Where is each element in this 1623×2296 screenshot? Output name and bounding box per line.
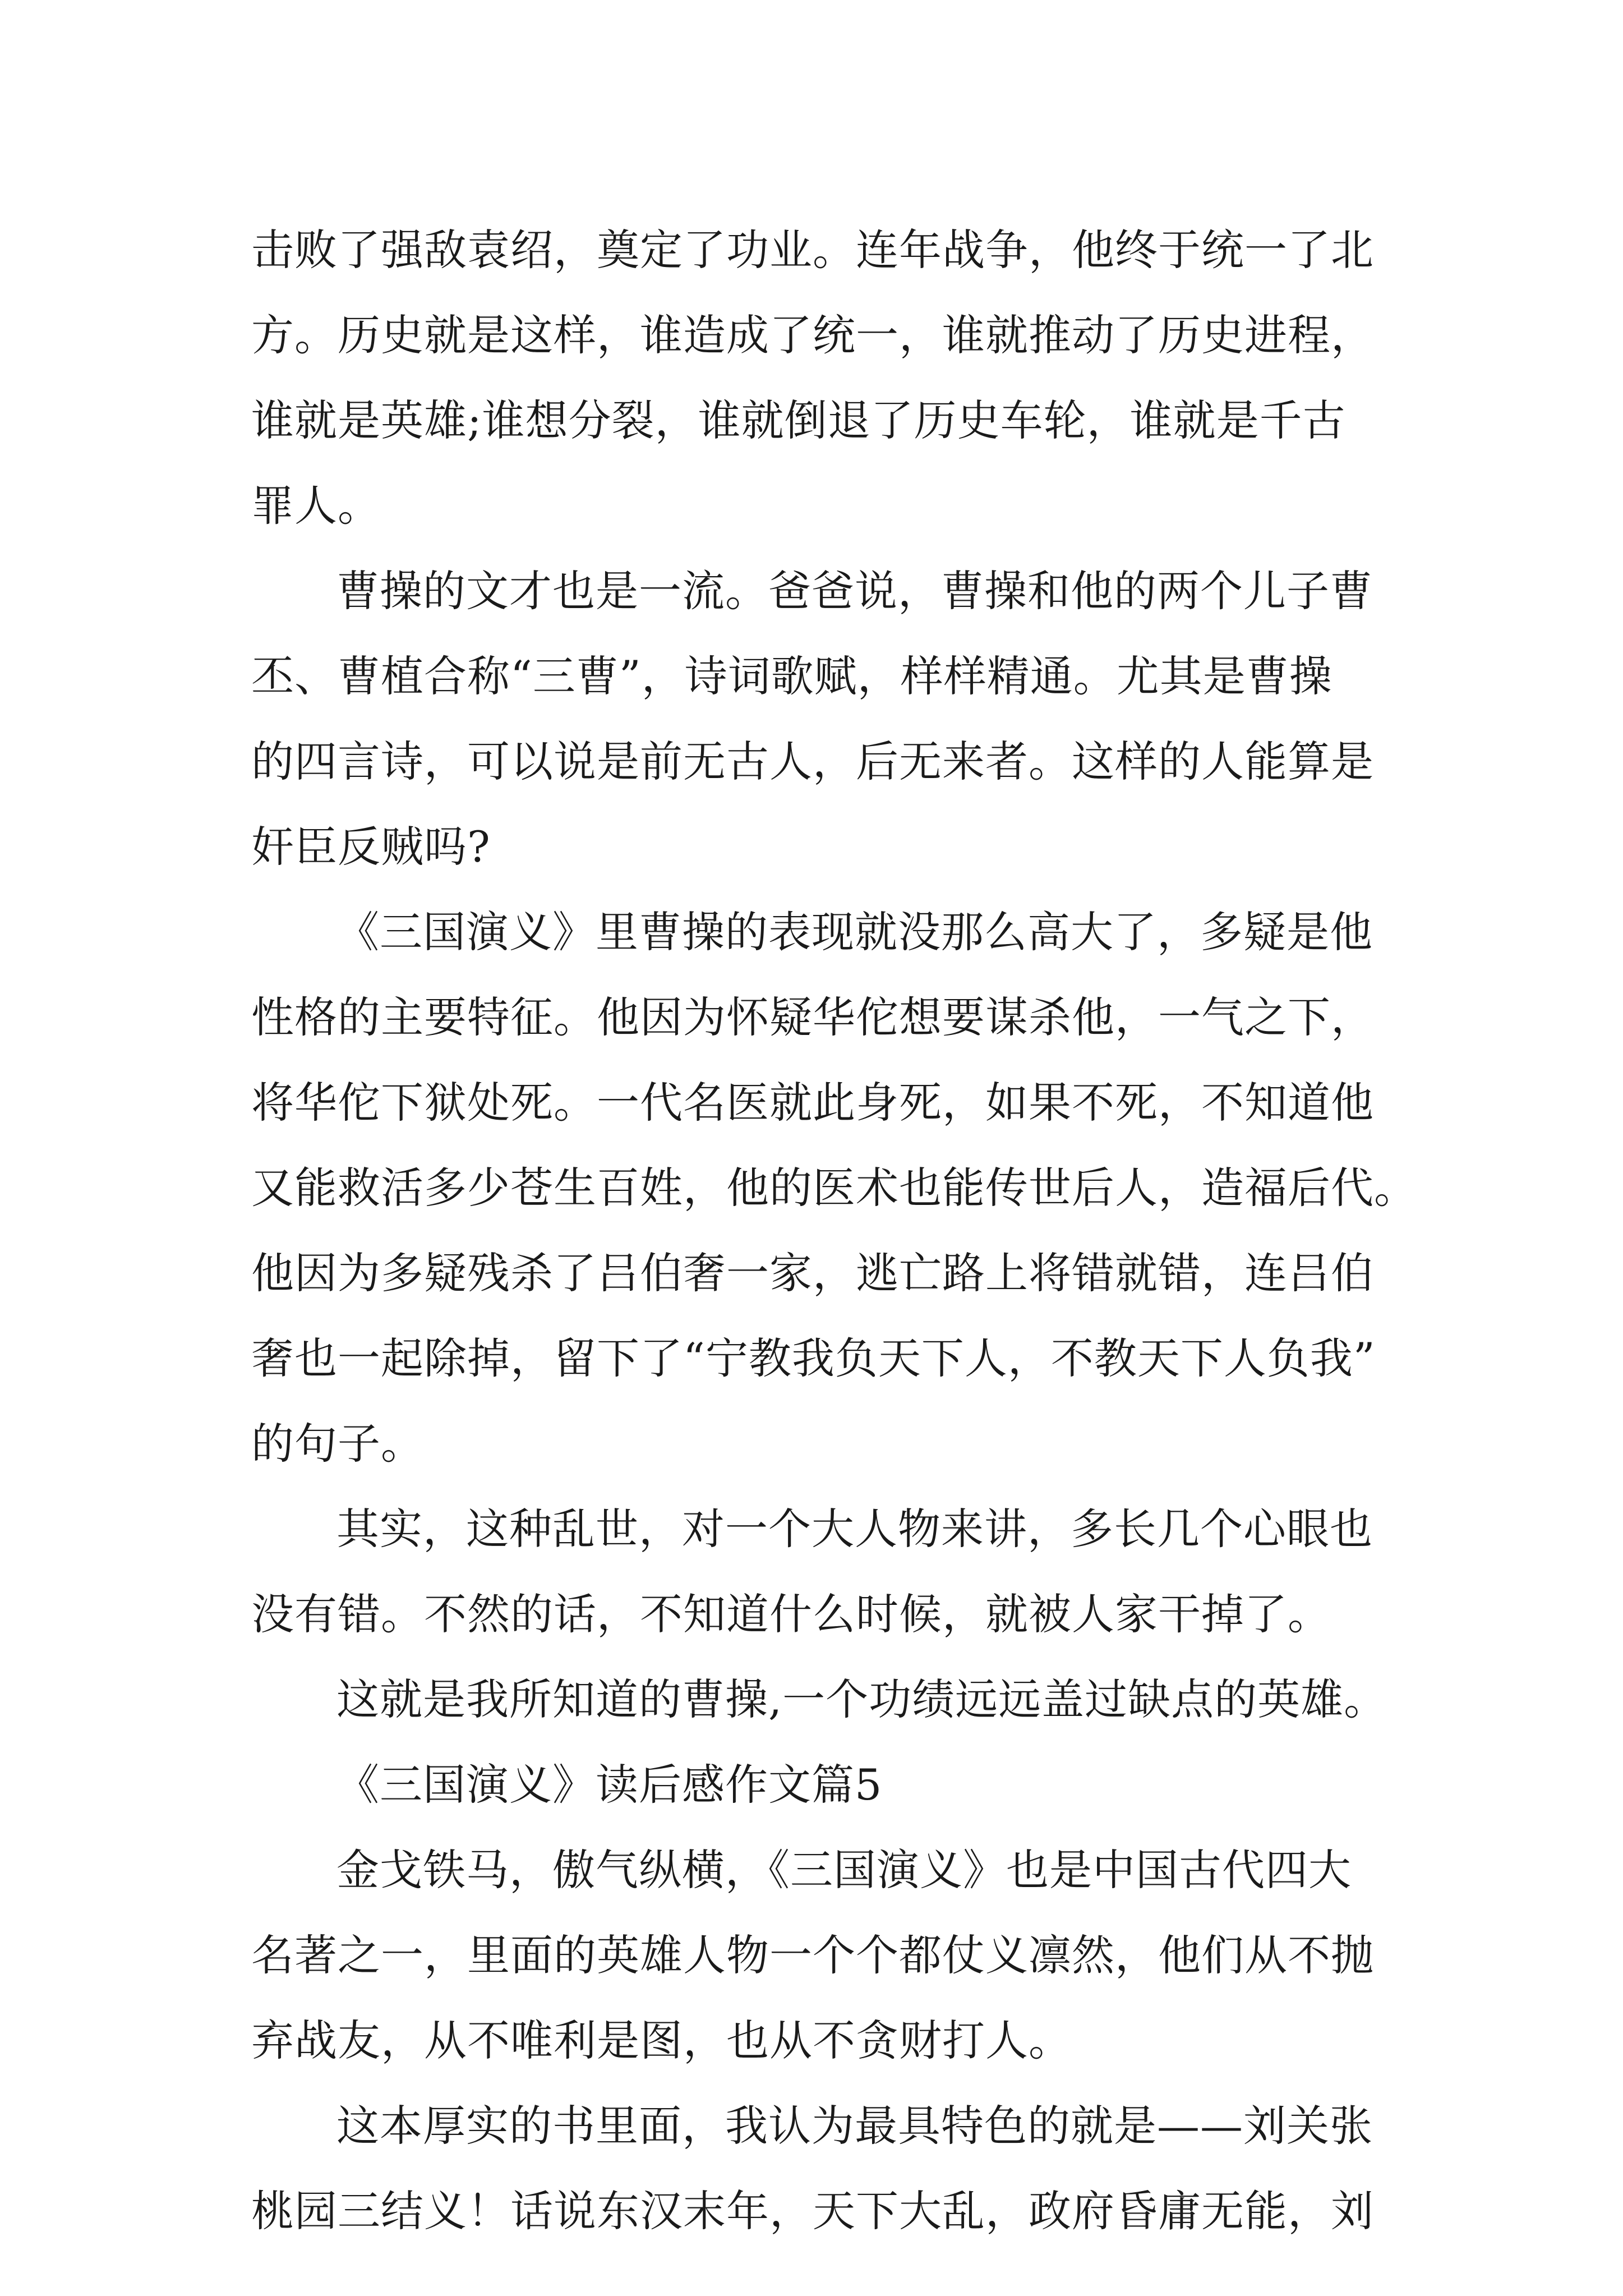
text-line: 没有错。不然的话，不知道什么时候，就被人家干掉了。 xyxy=(251,1589,1331,1639)
text-line: 谁就是英雄;谁想分裂，谁就倒退了历史车轮，谁就是千古 xyxy=(251,395,1346,445)
text-line: 性格的主要特征。他因为怀疑华佗想要谋杀他，一气之下， xyxy=(251,992,1374,1042)
text-line: 丕、曹植合称“三曹”，诗词歌赋，样样精通。尤其是曹操 xyxy=(251,651,1332,701)
text-line: 的句子。 xyxy=(251,1419,424,1469)
text-line: 又能救活多少苍生百姓，他的医术也能传世后人，造福后代。 xyxy=(251,1163,1417,1213)
text-line: 奸臣反贼吗? xyxy=(251,822,491,872)
essay-text-block xyxy=(251,208,1417,2254)
text-line: 他因为多疑残杀了吕伯奢一家，逃亡路上将错就错，连吕伯 xyxy=(251,1248,1374,1298)
text-line: 方。历史就是这样，谁造成了统一，谁就推动了历史进程， xyxy=(251,310,1374,360)
text-line: 弃战友，从不唯利是图，也从不贪财打人。 xyxy=(251,2016,1072,2065)
text-line: 击败了强敌袁绍，奠定了功业。连年战争，他终于统一了北 xyxy=(251,225,1374,275)
text-line: 将华佗下狱处死。一代名医就此身死，如果不死，不知道他 xyxy=(251,1078,1374,1128)
paragraph-first-line: 这本厚实的书里面，我认为最具特色的就是——刘关张 xyxy=(336,2101,1373,2151)
text-line: 桃园三结义！话说东汉末年，天下大乱，政府昏庸无能，刘 xyxy=(251,2186,1374,2236)
text-line: 的四言诗，可以说是前无古人，后无来者。这样的人能算是 xyxy=(251,737,1374,786)
section-heading: 《三国演义》读后感作文篇5 xyxy=(336,1760,883,1810)
text-line: 奢也一起除掉，留下了“宁教我负天下人，不教天下人负我” xyxy=(251,1333,1376,1383)
text-line: 名著之一，里面的英雄人物一个个都仗义凛然，他们从不抛 xyxy=(251,1930,1374,1980)
paragraph-first-line: 金戈铁马，傲气纵横，《三国演义》也是中国古代四大 xyxy=(336,1845,1352,1895)
paragraph-first-line: 曹操的文才也是一流。爸爸说，曹操和他的两个儿子曹 xyxy=(336,566,1373,616)
paragraph-first-line: 这就是我所知道的曹操,一个功绩远远盖过缺点的英雄。 xyxy=(336,1674,1387,1724)
paragraph-first-line: 其实，这种乱世，对一个大人物来讲，多长几个心眼也 xyxy=(336,1504,1373,1554)
paragraph-first-line: 《三国演义》里曹操的表现就没那么高大了，多疑是他 xyxy=(336,907,1373,957)
text-line: 罪人。 xyxy=(251,481,381,531)
